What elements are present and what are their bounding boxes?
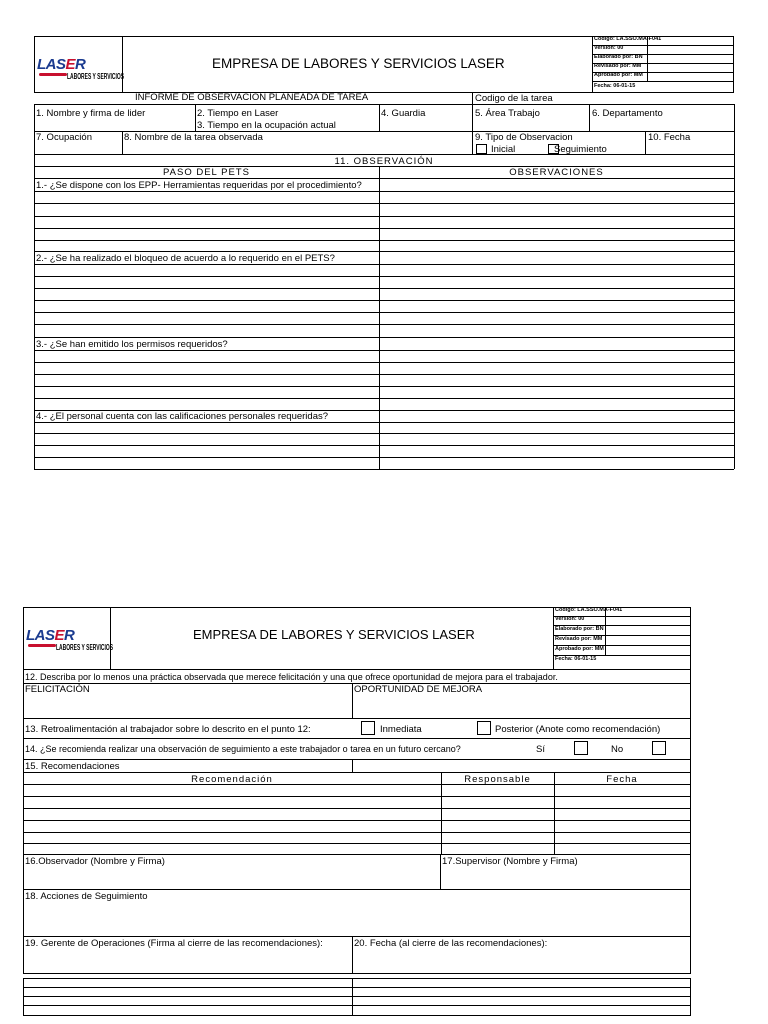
doc-elaborado: Elaborado por: BN: [594, 54, 643, 60]
col-responsable: Responsable: [464, 774, 531, 785]
checkbox-inicial[interactable]: [476, 144, 487, 154]
section-11-title: 11. OBSERVACIÓN: [334, 156, 434, 167]
oportunidad-label[interactable]: OPORTUNIDAD DE MEJORA: [354, 684, 483, 695]
field-1-lider[interactable]: 1. Nombre y firma de lider: [36, 108, 146, 119]
si-label: Sí: [536, 744, 545, 755]
field-16-observador[interactable]: 16.Observador (Nombre y Firma): [25, 856, 165, 867]
doc-code-2: Codigo: LA.SSO.MA-F041: [555, 607, 623, 613]
company-title-2: EMPRESA DE LABORES Y SERVICIOS LASER: [193, 627, 475, 642]
logo-word-2: LASER: [26, 627, 75, 644]
doc-elaborado-2: Elaborado por: BN: [555, 626, 604, 632]
posterior-label: Posterior (Anote como recomendación): [495, 724, 661, 735]
doc-fecha: Fecha: 06-01-15: [594, 83, 636, 89]
logo-subtitle-2: LABORES Y SERVICIOS: [56, 643, 114, 652]
inmediata-label: Inmediata: [380, 724, 422, 735]
checkbox-no[interactable]: [652, 741, 666, 755]
question-12: 12. Describa por lo menos una práctica observada que merece felicitación y una que ofrece oportunidad de mejora para el trabajador.: [25, 672, 558, 682]
col-paso-pets: PASO DEL PETS: [163, 167, 250, 178]
field-8-tarea[interactable]: 8. Nombre de la tarea observada: [124, 132, 263, 143]
company-title: EMPRESA DE LABORES Y SERVICIOS LASER: [212, 56, 505, 71]
question-2: 2.- ¿Se ha realizado el bloqueo de acuerdo a lo requerido en el PETS?: [36, 253, 335, 264]
checkbox-inmediata[interactable]: [361, 721, 375, 735]
col-observaciones: OBSERVACIONES: [509, 167, 604, 178]
question-1: 1.- ¿Se dispone con los EPP- Herramientas requeridas por el procedimiento?: [36, 180, 362, 191]
field-10-fecha[interactable]: 10. Fecha: [648, 132, 691, 143]
doc-revisado-2: Revisado por: MM: [555, 636, 603, 642]
field-18-acciones[interactable]: 18. Acciones de Seguimiento: [25, 891, 148, 902]
task-code-label: Codigo de la tarea: [475, 93, 553, 104]
checkbox-posterior[interactable]: [477, 721, 491, 735]
no-label: No: [611, 744, 624, 755]
doc-version-2: Version: 00: [555, 616, 585, 622]
field-19-gerente[interactable]: 19. Gerente de Operaciones (Firma al cierre de las recomendaciones):: [25, 938, 323, 949]
doc-code: Codigo: LA.SSO.MA-F041: [594, 36, 662, 42]
col-recomendacion: Recomendación: [191, 774, 273, 785]
field-5-area[interactable]: 5. Área Trabajo: [475, 108, 540, 119]
doc-fecha-2: Fecha: 06-01-15: [555, 656, 597, 662]
field-17-supervisor[interactable]: 17.Supervisor (Nombre y Firma): [442, 856, 578, 867]
question-14: 14. ¿Se recomienda realizar una observación de seguimiento a este trabajador o tarea en un futuro cercano?: [25, 744, 461, 754]
bottom-table: [23, 978, 691, 1016]
company-logo-2: [26, 627, 114, 657]
form-title: INFORME DE OBSERVACION PLANEADA DE TAREA: [135, 92, 369, 103]
option-seguimiento-label: Seguimiento: [554, 144, 607, 155]
field-9-tipo-obs: 9. Tipo de Observacion: [475, 132, 573, 143]
logo-word: LASER: [37, 56, 86, 73]
field-4-guardia[interactable]: 4. Guardia: [381, 108, 426, 119]
question-3: 3.- ¿Se han emitido los permisos requeridos?: [36, 339, 228, 350]
doc-version: Version: 00: [594, 45, 624, 51]
field-2-tiempo-laser[interactable]: 2. Tiempo en Laser: [197, 108, 279, 119]
question-15: 15. Recomendaciones: [25, 761, 120, 772]
felicitacion-label[interactable]: FELICITACIÓN: [25, 684, 90, 695]
company-logo: [37, 56, 125, 86]
doc-aprobado: Aprobado por: MM: [594, 72, 643, 78]
field-20-fecha[interactable]: 20. Fecha (al cierre de las recomendaciones):: [354, 938, 548, 949]
question-4: 4.- ¿El personal cuenta con las calificaciones personales requeridas?: [36, 411, 329, 422]
col-fecha: Fecha: [606, 774, 638, 785]
field-6-departamento[interactable]: 6. Departamento: [592, 108, 663, 119]
logo-subtitle: LABORES Y SERVICIOS: [67, 72, 125, 81]
option-inicial-label: Inicial: [491, 144, 516, 155]
checkbox-si[interactable]: [574, 741, 588, 755]
doc-revisado: Revisado por: MM: [594, 63, 642, 69]
question-13: 13. Retroalimentación al trabajador sobre lo descrito en el punto 12:: [25, 724, 311, 735]
doc-aprobado-2: Aprobado por: MM: [555, 646, 604, 652]
field-3-tiempo-ocupacion[interactable]: 3. Tiempo en la ocupación actual: [197, 120, 336, 131]
field-7-ocupacion[interactable]: 7. Ocupación: [36, 132, 92, 143]
